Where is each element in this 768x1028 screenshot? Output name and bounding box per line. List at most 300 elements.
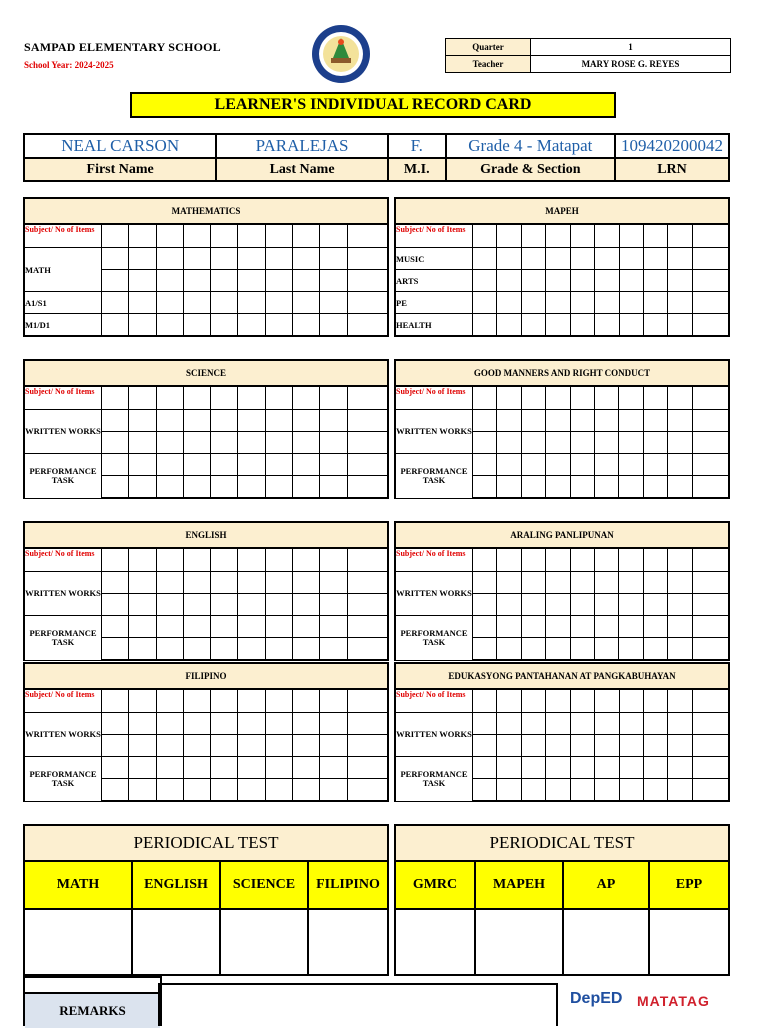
score-cell[interactable] — [238, 638, 265, 661]
score-cell[interactable] — [292, 454, 319, 476]
score-cell[interactable] — [497, 314, 521, 337]
score-cell[interactable] — [156, 548, 183, 572]
score-cell[interactable] — [473, 314, 497, 337]
score-cell[interactable] — [668, 386, 692, 410]
score-cell[interactable] — [546, 713, 570, 735]
score-cell[interactable] — [521, 572, 545, 594]
score-cell[interactable] — [347, 476, 388, 499]
score-cell[interactable] — [211, 248, 238, 270]
score-cell[interactable] — [497, 410, 521, 432]
score-cell[interactable] — [347, 314, 388, 337]
score-cell[interactable] — [595, 689, 619, 713]
score-cell[interactable] — [265, 779, 292, 802]
score-cell[interactable] — [347, 735, 388, 757]
score-cell[interactable] — [570, 314, 594, 337]
score-cell[interactable] — [643, 224, 667, 248]
score-cell[interactable] — [521, 432, 545, 454]
score-cell[interactable] — [211, 594, 238, 616]
score-cell[interactable] — [183, 386, 210, 410]
score-cell[interactable] — [546, 638, 570, 661]
score-cell[interactable] — [292, 410, 319, 432]
score-cell[interactable] — [521, 314, 545, 337]
score-cell[interactable] — [570, 270, 594, 292]
score-cell[interactable] — [473, 248, 497, 270]
score-cell[interactable] — [102, 224, 129, 248]
score-cell[interactable] — [692, 410, 729, 432]
score-cell[interactable] — [594, 476, 618, 499]
pt-math-score[interactable] — [24, 909, 132, 975]
score-cell[interactable] — [129, 735, 156, 757]
score-cell[interactable] — [595, 757, 619, 779]
score-cell[interactable] — [668, 292, 692, 314]
score-cell[interactable] — [473, 757, 497, 779]
score-cell[interactable] — [668, 410, 692, 432]
score-cell[interactable] — [183, 713, 210, 735]
score-cell[interactable] — [546, 386, 570, 410]
score-cell[interactable] — [320, 572, 347, 594]
score-cell[interactable] — [265, 735, 292, 757]
score-cell[interactable] — [347, 689, 388, 713]
score-cell[interactable] — [692, 689, 729, 713]
score-cell[interactable] — [211, 386, 238, 410]
score-cell[interactable] — [619, 757, 643, 779]
score-cell[interactable] — [692, 616, 729, 638]
score-cell[interactable] — [546, 594, 570, 616]
score-cell[interactable] — [546, 735, 570, 757]
score-cell[interactable] — [643, 757, 667, 779]
score-cell[interactable] — [238, 248, 265, 270]
pt-mapeh-score[interactable] — [475, 909, 563, 975]
score-cell[interactable] — [320, 713, 347, 735]
score-cell[interactable] — [183, 432, 210, 454]
score-cell[interactable] — [692, 292, 729, 314]
score-cell[interactable] — [497, 432, 521, 454]
score-cell[interactable] — [570, 594, 594, 616]
score-cell[interactable] — [619, 616, 643, 638]
score-cell[interactable] — [183, 224, 210, 248]
score-cell[interactable] — [521, 616, 545, 638]
score-cell[interactable] — [265, 432, 292, 454]
score-cell[interactable] — [497, 572, 521, 594]
score-cell[interactable] — [594, 638, 618, 661]
pt-english-score[interactable] — [132, 909, 220, 975]
score-cell[interactable] — [546, 454, 570, 476]
score-cell[interactable] — [292, 548, 319, 572]
score-cell[interactable] — [668, 735, 692, 757]
score-cell[interactable] — [211, 432, 238, 454]
score-cell[interactable] — [619, 270, 643, 292]
score-cell[interactable] — [183, 594, 210, 616]
score-cell[interactable] — [265, 224, 292, 248]
score-cell[interactable] — [497, 248, 521, 270]
score-cell[interactable] — [692, 248, 729, 270]
score-cell[interactable] — [521, 248, 545, 270]
score-cell[interactable] — [643, 270, 667, 292]
score-cell[interactable] — [619, 572, 643, 594]
score-cell[interactable] — [546, 689, 570, 713]
score-cell[interactable] — [320, 314, 347, 337]
score-cell[interactable] — [619, 594, 643, 616]
score-cell[interactable] — [320, 410, 347, 432]
score-cell[interactable] — [320, 224, 347, 248]
score-cell[interactable] — [347, 270, 388, 292]
score-cell[interactable] — [546, 314, 570, 337]
score-cell[interactable] — [521, 410, 545, 432]
score-cell[interactable] — [320, 735, 347, 757]
score-cell[interactable] — [497, 386, 521, 410]
score-cell[interactable] — [692, 735, 729, 757]
score-cell[interactable] — [211, 270, 238, 292]
score-cell[interactable] — [643, 594, 667, 616]
score-cell[interactable] — [265, 314, 292, 337]
score-cell[interactable] — [546, 248, 570, 270]
score-cell[interactable] — [102, 594, 129, 616]
score-cell[interactable] — [265, 757, 292, 779]
score-cell[interactable] — [320, 386, 347, 410]
score-cell[interactable] — [521, 548, 545, 572]
score-cell[interactable] — [320, 779, 347, 802]
score-cell[interactable] — [156, 292, 183, 314]
score-cell[interactable] — [570, 616, 594, 638]
score-cell[interactable] — [619, 476, 643, 499]
score-cell[interactable] — [156, 410, 183, 432]
score-cell[interactable] — [692, 386, 729, 410]
score-cell[interactable] — [473, 713, 497, 735]
score-cell[interactable] — [211, 713, 238, 735]
score-cell[interactable] — [570, 548, 594, 572]
score-cell[interactable] — [211, 454, 238, 476]
score-cell[interactable] — [292, 735, 319, 757]
score-cell[interactable] — [347, 454, 388, 476]
score-cell[interactable] — [265, 454, 292, 476]
score-cell[interactable] — [183, 689, 210, 713]
score-cell[interactable] — [211, 548, 238, 572]
score-cell[interactable] — [320, 454, 347, 476]
score-cell[interactable] — [668, 594, 692, 616]
score-cell[interactable] — [668, 638, 692, 661]
score-cell[interactable] — [521, 476, 545, 499]
score-cell[interactable] — [570, 779, 594, 802]
score-cell[interactable] — [546, 779, 570, 802]
score-cell[interactable] — [265, 616, 292, 638]
score-cell[interactable] — [521, 270, 545, 292]
score-cell[interactable] — [619, 224, 643, 248]
score-cell[interactable] — [595, 248, 619, 270]
score-cell[interactable] — [292, 616, 319, 638]
score-cell[interactable] — [156, 594, 183, 616]
score-cell[interactable] — [347, 548, 388, 572]
score-cell[interactable] — [292, 270, 319, 292]
score-cell[interactable] — [211, 735, 238, 757]
score-cell[interactable] — [473, 548, 497, 572]
score-cell[interactable] — [238, 713, 265, 735]
score-cell[interactable] — [473, 594, 497, 616]
score-cell[interactable] — [347, 757, 388, 779]
score-cell[interactable] — [570, 476, 594, 499]
score-cell[interactable] — [570, 454, 594, 476]
score-cell[interactable] — [292, 638, 319, 661]
score-cell[interactable] — [497, 689, 521, 713]
score-cell[interactable] — [156, 270, 183, 292]
score-cell[interactable] — [102, 410, 129, 432]
score-cell[interactable] — [643, 638, 667, 661]
score-cell[interactable] — [238, 735, 265, 757]
score-cell[interactable] — [238, 616, 265, 638]
score-cell[interactable] — [497, 224, 521, 248]
score-cell[interactable] — [238, 572, 265, 594]
score-cell[interactable] — [692, 224, 729, 248]
score-cell[interactable] — [129, 410, 156, 432]
score-cell[interactable] — [265, 689, 292, 713]
score-cell[interactable] — [129, 292, 156, 314]
score-cell[interactable] — [292, 572, 319, 594]
score-cell[interactable] — [546, 292, 570, 314]
score-cell[interactable] — [595, 314, 619, 337]
score-cell[interactable] — [292, 476, 319, 499]
pt-filipino-score[interactable] — [308, 909, 388, 975]
score-cell[interactable] — [473, 689, 497, 713]
score-cell[interactable] — [546, 572, 570, 594]
score-cell[interactable] — [292, 292, 319, 314]
score-cell[interactable] — [668, 476, 692, 499]
score-cell[interactable] — [238, 689, 265, 713]
score-cell[interactable] — [320, 270, 347, 292]
score-cell[interactable] — [347, 616, 388, 638]
score-cell[interactable] — [292, 594, 319, 616]
score-cell[interactable] — [570, 432, 594, 454]
score-cell[interactable] — [292, 248, 319, 270]
score-cell[interactable] — [570, 713, 594, 735]
score-cell[interactable] — [521, 779, 545, 802]
score-cell[interactable] — [211, 314, 238, 337]
score-cell[interactable] — [211, 292, 238, 314]
score-cell[interactable] — [156, 386, 183, 410]
score-cell[interactable] — [156, 713, 183, 735]
score-cell[interactable] — [102, 616, 129, 638]
score-cell[interactable] — [668, 270, 692, 292]
score-cell[interactable] — [211, 689, 238, 713]
score-cell[interactable] — [129, 224, 156, 248]
score-cell[interactable] — [156, 689, 183, 713]
score-cell[interactable] — [521, 454, 545, 476]
score-cell[interactable] — [521, 224, 545, 248]
score-cell[interactable] — [692, 476, 729, 499]
score-cell[interactable] — [183, 476, 210, 499]
score-cell[interactable] — [473, 432, 497, 454]
score-cell[interactable] — [668, 224, 692, 248]
score-cell[interactable] — [594, 572, 618, 594]
score-cell[interactable] — [473, 779, 497, 802]
score-cell[interactable] — [102, 638, 129, 661]
score-cell[interactable] — [473, 476, 497, 499]
score-cell[interactable] — [320, 432, 347, 454]
score-cell[interactable] — [347, 432, 388, 454]
score-cell[interactable] — [102, 314, 129, 337]
score-cell[interactable] — [156, 314, 183, 337]
score-cell[interactable] — [692, 432, 729, 454]
score-cell[interactable] — [320, 689, 347, 713]
score-cell[interactable] — [129, 713, 156, 735]
score-cell[interactable] — [238, 779, 265, 802]
score-cell[interactable] — [594, 548, 618, 572]
score-cell[interactable] — [595, 779, 619, 802]
score-cell[interactable] — [619, 735, 643, 757]
score-cell[interactable] — [546, 476, 570, 499]
score-cell[interactable] — [211, 224, 238, 248]
score-cell[interactable] — [643, 476, 667, 499]
score-cell[interactable] — [347, 594, 388, 616]
score-cell[interactable] — [521, 735, 545, 757]
score-cell[interactable] — [156, 432, 183, 454]
score-cell[interactable] — [643, 410, 667, 432]
score-cell[interactable] — [497, 270, 521, 292]
score-cell[interactable] — [497, 292, 521, 314]
score-cell[interactable] — [594, 616, 618, 638]
score-cell[interactable] — [129, 432, 156, 454]
score-cell[interactable] — [473, 638, 497, 661]
score-cell[interactable] — [643, 572, 667, 594]
score-cell[interactable] — [570, 572, 594, 594]
score-cell[interactable] — [497, 476, 521, 499]
score-cell[interactable] — [473, 270, 497, 292]
score-cell[interactable] — [570, 757, 594, 779]
score-cell[interactable] — [570, 410, 594, 432]
score-cell[interactable] — [473, 616, 497, 638]
score-cell[interactable] — [643, 548, 667, 572]
score-cell[interactable] — [183, 548, 210, 572]
score-cell[interactable] — [183, 410, 210, 432]
score-cell[interactable] — [619, 779, 643, 802]
score-cell[interactable] — [156, 572, 183, 594]
score-cell[interactable] — [183, 779, 210, 802]
score-cell[interactable] — [643, 689, 667, 713]
score-cell[interactable] — [156, 224, 183, 248]
score-cell[interactable] — [238, 292, 265, 314]
score-cell[interactable] — [347, 572, 388, 594]
score-cell[interactable] — [497, 779, 521, 802]
score-cell[interactable] — [238, 432, 265, 454]
score-cell[interactable] — [292, 314, 319, 337]
score-cell[interactable] — [102, 779, 129, 802]
score-cell[interactable] — [156, 779, 183, 802]
score-cell[interactable] — [183, 572, 210, 594]
score-cell[interactable] — [570, 386, 594, 410]
score-cell[interactable] — [497, 454, 521, 476]
score-cell[interactable] — [619, 410, 643, 432]
score-cell[interactable] — [497, 594, 521, 616]
score-cell[interactable] — [102, 292, 129, 314]
score-cell[interactable] — [211, 572, 238, 594]
score-cell[interactable] — [692, 594, 729, 616]
score-cell[interactable] — [265, 270, 292, 292]
score-cell[interactable] — [183, 638, 210, 661]
score-cell[interactable] — [265, 248, 292, 270]
score-cell[interactable] — [619, 638, 643, 661]
score-cell[interactable] — [238, 594, 265, 616]
score-cell[interactable] — [497, 735, 521, 757]
score-cell[interactable] — [692, 638, 729, 661]
score-cell[interactable] — [619, 432, 643, 454]
score-cell[interactable] — [183, 757, 210, 779]
score-cell[interactable] — [570, 292, 594, 314]
score-cell[interactable] — [292, 689, 319, 713]
score-cell[interactable] — [668, 757, 692, 779]
score-cell[interactable] — [292, 224, 319, 248]
score-cell[interactable] — [619, 689, 643, 713]
score-cell[interactable] — [292, 386, 319, 410]
score-cell[interactable] — [292, 432, 319, 454]
score-cell[interactable] — [183, 735, 210, 757]
score-cell[interactable] — [129, 779, 156, 802]
score-cell[interactable] — [347, 779, 388, 802]
score-cell[interactable] — [129, 248, 156, 270]
score-cell[interactable] — [595, 735, 619, 757]
score-cell[interactable] — [292, 757, 319, 779]
score-cell[interactable] — [102, 386, 129, 410]
score-cell[interactable] — [238, 410, 265, 432]
score-cell[interactable] — [156, 476, 183, 499]
score-cell[interactable] — [546, 270, 570, 292]
score-cell[interactable] — [129, 314, 156, 337]
score-cell[interactable] — [643, 779, 667, 802]
score-cell[interactable] — [320, 757, 347, 779]
score-cell[interactable] — [497, 616, 521, 638]
score-cell[interactable] — [102, 454, 129, 476]
score-cell[interactable] — [643, 735, 667, 757]
score-cell[interactable] — [643, 292, 667, 314]
score-cell[interactable] — [668, 432, 692, 454]
remarks-input[interactable] — [158, 983, 558, 1026]
score-cell[interactable] — [595, 270, 619, 292]
score-cell[interactable] — [347, 410, 388, 432]
score-cell[interactable] — [692, 314, 729, 337]
score-cell[interactable] — [521, 386, 545, 410]
score-cell[interactable] — [546, 757, 570, 779]
score-cell[interactable] — [102, 572, 129, 594]
score-cell[interactable] — [594, 594, 618, 616]
score-cell[interactable] — [473, 454, 497, 476]
score-cell[interactable] — [156, 616, 183, 638]
score-cell[interactable] — [265, 572, 292, 594]
score-cell[interactable] — [183, 248, 210, 270]
score-cell[interactable] — [156, 757, 183, 779]
score-cell[interactable] — [265, 638, 292, 661]
score-cell[interactable] — [129, 757, 156, 779]
score-cell[interactable] — [692, 454, 729, 476]
score-cell[interactable] — [692, 572, 729, 594]
score-cell[interactable] — [265, 713, 292, 735]
score-cell[interactable] — [238, 476, 265, 499]
score-cell[interactable] — [102, 476, 129, 499]
score-cell[interactable] — [183, 616, 210, 638]
score-cell[interactable] — [595, 713, 619, 735]
score-cell[interactable] — [570, 735, 594, 757]
score-cell[interactable] — [668, 248, 692, 270]
score-cell[interactable] — [473, 735, 497, 757]
score-cell[interactable] — [473, 292, 497, 314]
score-cell[interactable] — [521, 638, 545, 661]
score-cell[interactable] — [668, 616, 692, 638]
score-cell[interactable] — [211, 757, 238, 779]
score-cell[interactable] — [320, 616, 347, 638]
pt-epp-score[interactable] — [649, 909, 729, 975]
score-cell[interactable] — [668, 689, 692, 713]
score-cell[interactable] — [619, 292, 643, 314]
score-cell[interactable] — [570, 248, 594, 270]
score-cell[interactable] — [320, 292, 347, 314]
score-cell[interactable] — [102, 689, 129, 713]
score-cell[interactable] — [619, 248, 643, 270]
